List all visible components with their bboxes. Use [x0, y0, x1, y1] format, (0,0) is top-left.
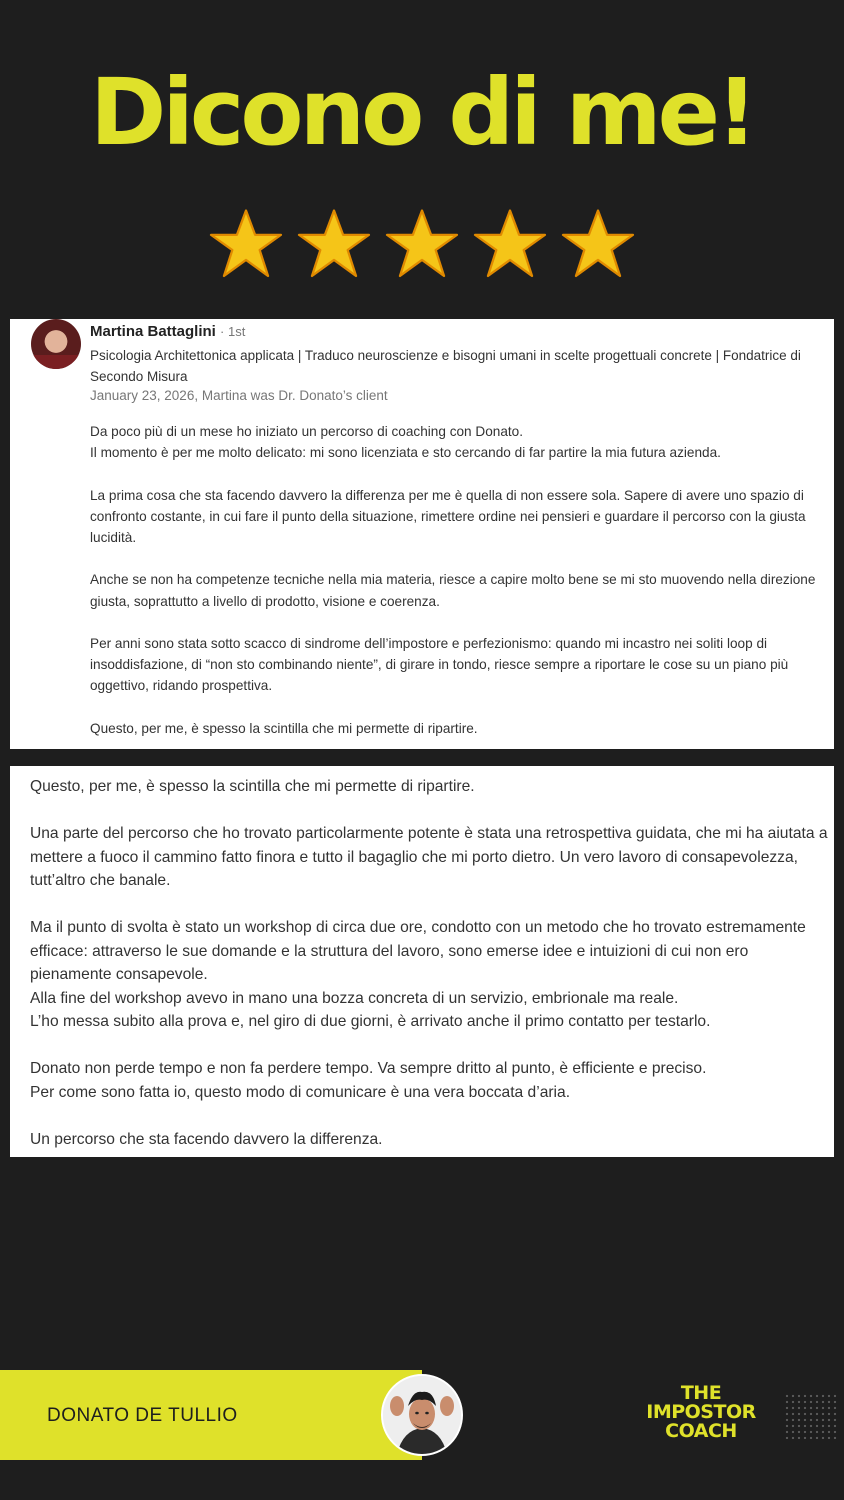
profile-photo-avatar[interactable] [31, 319, 81, 369]
review-paragraph: Una parte del percorso che ho trovato particolarmente potente è stata una retrospettiva guidata, che mi ha aiutata a mettere a fuoco il cammino fatto finora e tutto il bagaglio che mi porto dietro. Un vero lavoro di consapevolezza, tutt’altro che banale. [30, 825, 828, 889]
review-paragraph: Donato non perde tempo e non fa perdere tempo. Va sempre dritto al punto, è efficiente e preciso. Per come sono fatta io, questo modo di comunicare è una vera boccata d’aria. [30, 1060, 707, 1101]
star-icon [296, 206, 372, 282]
review-continuation-card [10, 766, 834, 1157]
review-text [90, 421, 830, 739]
dot-pattern-decoration [784, 1393, 838, 1439]
review-continuation-text [30, 775, 834, 1151]
star-icon [560, 206, 636, 282]
coach-photo-icon [383, 1376, 461, 1454]
review-paragraph: Questo, per me, è spesso la scintilla che mi permette di ripartire. [30, 778, 475, 795]
review-paragraph: Un percorso che sta facendo davvero la differenza. [30, 1130, 383, 1148]
review-meta: January 23, 2026, Martina was Dr. Donato’s client [90, 388, 388, 403]
reviewer-name[interactable]: Martina Battaglini [90, 323, 216, 340]
star-icon [472, 206, 548, 282]
star-rating [0, 206, 844, 282]
review-card [10, 319, 834, 749]
review-paragraph: Da poco più di un mese ho iniziato un percorso di coaching con Donato. Il momento è per me molto delicato: mi sono licenziata e sto cercando di far partire la mia futura azienda. [90, 424, 721, 461]
reviewer-name-row [90, 323, 245, 340]
page-title: Dicono di me! [89, 59, 754, 166]
coach-photo-avatar [381, 1374, 463, 1456]
review-paragraph: Ma il punto di svolta è stato un workshop di circa due ore, condotto con un metodo che ho trovato estremamente efficace: attraverso le sue domande e la struttura del lavoro, sono emerse idee e intuizioni di cui non ero pienamente consapevole. Alla fine del workshop avevo in mano una bozza concreta di un servizio, embrionale ma reale. L’ho messa subito alla prova e, nel giro di due giorni, è arrivato anche il primo contatto per testarlo. [30, 919, 806, 1030]
review-paragraph: Anche se non ha competenze tecniche nella mia materia, riesce a capire molto bene se mi sto muovendo nella direzione giusta, soprattutto a livello di prodotto, visione e coerenza. [90, 572, 816, 609]
impostor-coach-logo: THE IMPOSTOR COACH [646, 1382, 756, 1442]
star-icon [384, 206, 460, 282]
review-paragraph: Per anni sono stata sotto scacco di sindrome dell’impostore e perfezionismo: quando mi incastro nei soliti loop di insoddisfazione, di “non sto combinando niente”, di girare in tondo, riesce sempre a riportare le cose su un piano più oggettivo, ridando prospettiva. [90, 635, 789, 694]
reviewer-headline: Psicologia Architettonica applicata | Traduco neuroscienze e bisogni umani in scelte progettuali concrete | Fondatrice di Secondo Misura [90, 348, 801, 384]
connection-degree: · 1st [220, 324, 246, 339]
star-icon [208, 206, 284, 282]
review-paragraph: Questo, per me, è spesso la scintilla che mi permette di ripartire. [90, 720, 478, 736]
review-paragraph: La prima cosa che sta facendo davvero la differenza per me è quella di non essere sola. Sapere di avere uno spazio di confronto costante, in cui fare il punto della situazione, rimettere ordine nei pensieri e guardare il percorso con la giusta lucidità. [90, 487, 806, 545]
coach-name: DONATO DE TULLIO [47, 1405, 238, 1426]
